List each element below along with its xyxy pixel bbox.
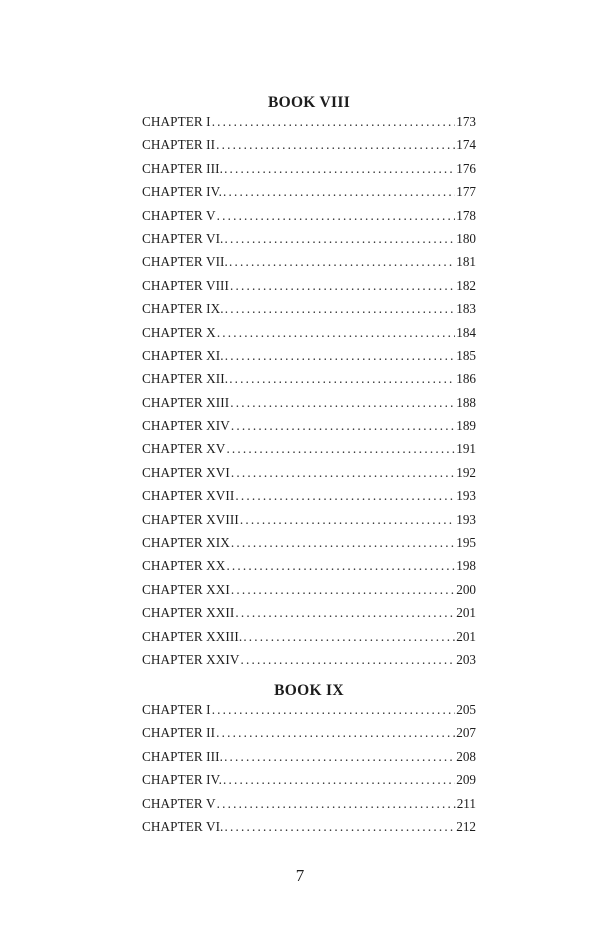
toc-entry (142, 508, 476, 531)
toc-entry (142, 531, 476, 554)
toc-entry (142, 250, 476, 273)
dot-leader (231, 578, 455, 601)
chapter-page-number: 185 (456, 347, 476, 363)
chapter-list (142, 698, 476, 838)
chapter-page-number: 209 (456, 772, 476, 788)
toc-entry (142, 110, 476, 133)
dot-leader (212, 110, 456, 133)
chapter-label: CHAPTER IV. (142, 184, 222, 200)
chapter-label: CHAPTER XI. (142, 347, 224, 363)
dot-leader (224, 227, 455, 250)
chapter-list (142, 110, 476, 671)
chapter-page-number: 176 (456, 160, 476, 176)
chapter-page-number: 188 (456, 394, 476, 410)
chapter-page-number: 183 (456, 301, 476, 317)
toc-entry (142, 578, 476, 601)
chapter-label: CHAPTER VI. (142, 818, 224, 834)
chapter-label: CHAPTER V (142, 795, 216, 811)
dot-leader (226, 554, 455, 577)
dot-leader (235, 484, 455, 507)
chapter-label: CHAPTER II (142, 137, 216, 153)
toc-entry (142, 768, 476, 791)
toc-entry (142, 601, 476, 624)
toc-entry (142, 133, 476, 156)
toc-entry (142, 227, 476, 250)
dot-leader (225, 344, 456, 367)
chapter-page-number: 182 (456, 277, 476, 293)
book-heading: BOOK VIII (267, 94, 351, 111)
toc-entry (142, 648, 476, 671)
toc-entry (142, 461, 476, 484)
chapter-label: CHAPTER XXII (142, 605, 235, 621)
chapter-page-number: 181 (456, 254, 476, 270)
toc-entry (142, 414, 476, 437)
chapter-page-number: 173 (456, 114, 476, 129)
dot-leader (229, 367, 455, 390)
chapter-label: CHAPTER II (142, 725, 216, 741)
chapter-label: CHAPTER XVIII (142, 511, 239, 527)
toc-entry (142, 297, 476, 320)
chapter-label: CHAPTER XIX (142, 535, 230, 551)
chapter-page-number: 198 (456, 558, 476, 574)
chapter-label: CHAPTER XVI (142, 464, 230, 480)
chapter-label: CHAPTER XIV (142, 418, 230, 434)
book-heading: BOOK IX (274, 682, 344, 699)
toc-entry (142, 484, 476, 507)
toc-entry (142, 625, 476, 648)
chapter-page-number: 212 (456, 818, 476, 834)
toc-entry (142, 180, 476, 203)
chapter-page-number: 174 (456, 137, 476, 153)
chapter-page-number: 186 (456, 371, 476, 387)
dot-leader (235, 601, 455, 624)
chapter-label: CHAPTER XX (142, 558, 226, 574)
toc-entry (142, 344, 476, 367)
toc-entry (142, 698, 476, 721)
toc-entry (142, 815, 476, 838)
dot-leader (223, 180, 455, 203)
page-number: 7 (295, 866, 305, 885)
chapter-label: CHAPTER XVII (142, 488, 235, 504)
chapter-page-number: 211 (456, 795, 476, 811)
chapter-label: CHAPTER I (142, 702, 211, 717)
dot-leader (230, 391, 455, 414)
dot-leader (241, 648, 456, 671)
toc-entry (142, 367, 476, 390)
chapter-page-number: 192 (456, 464, 476, 480)
chapter-page-number: 177 (456, 184, 476, 200)
chapter-label: CHAPTER IV. (142, 772, 222, 788)
chapter-label: CHAPTER XXI (142, 581, 230, 597)
dot-leader (224, 157, 455, 180)
chapter-label: CHAPTER I (142, 114, 211, 129)
dot-leader (216, 133, 455, 156)
toc-entry (142, 274, 476, 297)
chapter-label: CHAPTER VIII (142, 277, 230, 293)
chapter-page-number: 201 (456, 605, 476, 621)
dot-leader (217, 204, 456, 227)
chapter-label: CHAPTER VI. (142, 230, 224, 246)
chapter-page-number: 200 (456, 581, 476, 597)
toc-entry (142, 792, 476, 815)
dot-leader (231, 531, 455, 554)
chapter-page-number: 193 (456, 511, 476, 527)
chapter-label: CHAPTER XII. (142, 371, 229, 387)
chapter-page-number: 184 (456, 324, 476, 340)
toc-entry (142, 157, 476, 180)
chapter-page-number: 203 (456, 651, 476, 667)
toc-entry (142, 391, 476, 414)
chapter-page-number: 193 (456, 488, 476, 504)
dot-leader (217, 321, 455, 344)
dot-leader (229, 250, 455, 273)
dot-leader (217, 792, 456, 815)
chapter-label: CHAPTER XIII (142, 394, 230, 410)
chapter-label: CHAPTER III. (142, 160, 224, 176)
dot-leader (231, 461, 455, 484)
toc-entry (142, 745, 476, 768)
dot-leader (225, 297, 456, 320)
dot-leader (243, 625, 455, 648)
chapter-page-number: 178 (456, 207, 476, 223)
dot-leader (223, 768, 455, 791)
dot-leader (216, 721, 455, 744)
chapter-page-number: 191 (456, 441, 476, 457)
chapter-page-number: 207 (456, 725, 476, 741)
toc-entry (142, 721, 476, 744)
chapter-label: CHAPTER XXIII. (142, 628, 243, 644)
dot-leader (212, 698, 456, 721)
dot-leader (240, 508, 455, 531)
toc-entry (142, 321, 476, 344)
chapter-label: CHAPTER V (142, 207, 216, 223)
chapter-label: CHAPTER XXIV (142, 651, 240, 667)
chapter-label: CHAPTER IX. (142, 301, 224, 317)
dot-leader (224, 815, 455, 838)
chapter-label: CHAPTER XV (142, 441, 226, 457)
chapter-page-number: 205 (456, 702, 476, 717)
toc-entry (142, 204, 476, 227)
chapter-page-number: 208 (456, 748, 476, 764)
dot-leader (230, 274, 455, 297)
chapter-label: CHAPTER VII. (142, 254, 228, 270)
chapter-label: CHAPTER III. (142, 748, 224, 764)
dot-leader (224, 745, 455, 768)
dot-leader (226, 437, 455, 460)
chapter-page-number: 195 (456, 535, 476, 551)
toc-entry (142, 437, 476, 460)
chapter-page-number: 201 (456, 628, 476, 644)
toc-entry (142, 554, 476, 577)
chapter-page-number: 180 (456, 230, 476, 246)
chapter-page-number: 189 (456, 418, 476, 434)
chapter-label: CHAPTER X (142, 324, 216, 340)
dot-leader (231, 414, 455, 437)
